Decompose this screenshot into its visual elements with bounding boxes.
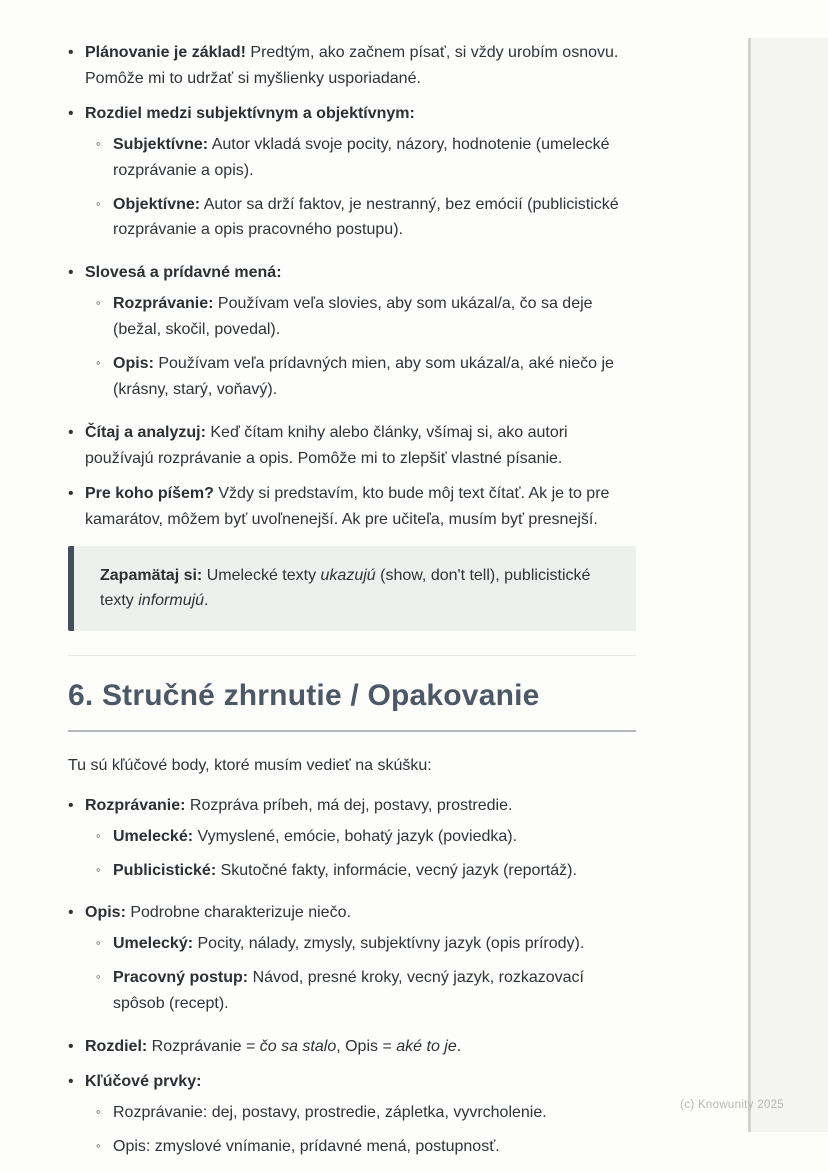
term-label: Opis: xyxy=(85,904,126,922)
circle-bullet-icon: ◦ xyxy=(96,935,101,951)
circle-bullet-icon: ◦ xyxy=(96,355,101,371)
term-description: Autor vkladá svoje pocity, názory, hodnotenie (umelecké rozprávanie a opis). xyxy=(113,135,610,179)
circle-bullet-icon: ◦ xyxy=(96,861,101,877)
list-item xyxy=(68,1069,636,1168)
list-item xyxy=(68,101,636,252)
study-notes-list-top xyxy=(68,40,636,533)
circle-bullet-icon: ◦ xyxy=(96,1103,101,1119)
term-label: Objektívne: xyxy=(113,195,201,213)
list-item-text xyxy=(85,101,636,252)
callout-text: Umelecké texty xyxy=(202,566,321,584)
circle-bullet-icon: ◦ xyxy=(96,295,101,311)
section-divider xyxy=(68,655,636,656)
page-edge-strip xyxy=(748,38,828,1132)
term-label: Publicistické: xyxy=(113,861,217,879)
term-label: Slovesá a prídavné mená: xyxy=(85,264,282,282)
term-description: Pocity, nálady, zmysly, subjektívny jazyk (opis prírody). xyxy=(193,935,585,953)
sub-list xyxy=(85,1100,636,1160)
circle-bullet-icon: ◦ xyxy=(96,195,101,211)
list-item-text xyxy=(85,260,636,411)
list-item-text xyxy=(113,291,636,343)
sub-list-item xyxy=(96,931,636,957)
sub-list-item xyxy=(96,291,636,343)
bullet-icon: • xyxy=(68,264,74,282)
term-label: Kľúčové prvky: xyxy=(85,1072,202,1090)
term-description: , Opis = xyxy=(336,1038,397,1056)
list-item-text xyxy=(113,351,636,403)
term-label: Čítaj a analyzuj: xyxy=(85,423,206,441)
list-item xyxy=(68,900,636,1025)
list-item xyxy=(68,481,636,533)
circle-bullet-icon: ◦ xyxy=(96,1137,101,1153)
term-description: Autor sa drží faktov, je nestranný, bez emócií (publicistické rozprávanie a opis pracovného postupu). xyxy=(113,195,619,239)
list-item-text xyxy=(113,824,636,850)
list-item-text xyxy=(113,858,636,884)
study-notes-list-summary xyxy=(68,793,636,1168)
term-description: Skutočné fakty, informácie, vecný jazyk (reportáž). xyxy=(216,861,577,879)
bullet-icon: • xyxy=(68,1038,74,1056)
term-label: Umelecký: xyxy=(113,935,194,953)
bullet-icon: • xyxy=(68,104,74,122)
list-item-text xyxy=(85,1034,636,1060)
term-description: Návod, presné kroky, vecný jazyk, rozkazovací spôsob (recept). xyxy=(113,969,584,1013)
sub-list-item xyxy=(96,192,636,244)
list-item-text xyxy=(85,1069,636,1168)
bullet-icon: • xyxy=(68,904,74,922)
list-item xyxy=(68,260,636,411)
sub-list xyxy=(85,291,636,403)
bullet-icon: • xyxy=(68,44,74,61)
heading-underline xyxy=(68,730,636,732)
bullet-icon: • xyxy=(68,796,74,814)
list-item-text xyxy=(113,132,636,184)
sub-list xyxy=(85,931,636,1017)
term-description: Rozprávanie = xyxy=(147,1038,260,1056)
term-description: . xyxy=(456,1038,462,1056)
callout-label: Zapamätaj si: xyxy=(100,566,203,584)
term-description: Vymyslené, emócie, bohatý jazyk (poviedka). xyxy=(193,827,518,845)
list-item xyxy=(68,420,636,472)
circle-bullet-icon: ◦ xyxy=(96,969,101,985)
list-item-text xyxy=(85,481,636,533)
term-label: Rozdiel medzi subjektívnym a objektívnym: xyxy=(85,104,415,122)
bullet-icon: • xyxy=(68,423,74,441)
callout-italic-text: informujú xyxy=(138,592,205,610)
section-heading: 6. Stručné zhrnutie / Opakovanie xyxy=(68,679,540,713)
term-description: Používam veľa prídavných mien, aby som ukázal/a, aké niečo je (krásny, starý, voňavý). xyxy=(113,355,614,398)
bullet-icon: • xyxy=(68,1072,74,1090)
list-item-text xyxy=(85,40,636,92)
list-item-text: Opis: zmyslové vnímanie, prídavné mená, postupnosť. xyxy=(113,1137,500,1155)
list-item-text xyxy=(85,420,636,472)
sub-list-item xyxy=(96,965,636,1017)
circle-bullet-icon: ◦ xyxy=(96,827,101,843)
term-label: Opis: xyxy=(113,355,154,373)
callout-italic-text: ukazujú xyxy=(320,566,376,584)
term-label: Subjektívne: xyxy=(113,135,209,153)
sub-list-item xyxy=(96,1134,636,1160)
term-label: Pre koho píšem? xyxy=(85,484,214,502)
sub-list-item xyxy=(96,824,636,850)
circle-bullet-icon: ◦ xyxy=(96,135,101,151)
term-label: Umelecké: xyxy=(113,827,194,845)
term-description: Používam veľa slovies, aby som ukázal/a, čo sa deje (bežal, skočil, povedal). xyxy=(113,295,593,339)
list-item-text xyxy=(85,793,636,892)
term-description: Rozprávanie: dej, postavy, prostredie, zápletka, vyvrcholenie. xyxy=(113,1103,547,1121)
term-description: Vždy si predstavím, kto bude môj text čítať. Ak je to pre kamarátov, môžem byť uvoľnenejší. Ak pre učiteľa, musím byť presnejší. xyxy=(85,484,610,528)
sub-list-item xyxy=(96,858,636,884)
term-description: Predtým, ako začnem písať, si vždy urobím osnovu. Pomôže mi to udržať si myšlienky usporiadané. xyxy=(85,44,619,87)
list-item-text xyxy=(113,192,636,244)
sub-list xyxy=(85,132,636,244)
term-description: Keď čítam knihy alebo články, všímaj si, ako autori používajú rozprávanie a opis. Pomôže mi to zlepšiť vlastné písanie. xyxy=(85,423,568,467)
list-item xyxy=(68,40,636,92)
list-item-text xyxy=(113,931,636,957)
italic-text: aké to je xyxy=(396,1038,457,1056)
list-item-text xyxy=(113,1100,636,1126)
sub-list-item xyxy=(96,351,636,403)
term-label: Rozprávanie: xyxy=(85,796,186,814)
sub-list-item xyxy=(96,132,636,184)
document-content xyxy=(68,40,636,1168)
list-item xyxy=(68,793,636,892)
term-label: Rozdiel: xyxy=(85,1038,148,1056)
note-callout xyxy=(68,546,636,632)
intro-paragraph: Tu sú kľúčové body, ktoré musím vedieť na skúšku: xyxy=(68,756,432,774)
term-label: Rozprávanie: xyxy=(113,295,214,313)
copyright-watermark: (c) Knowunity 2025 xyxy=(680,1099,784,1111)
term-description: Rozpráva príbeh, má dej, postavy, prostredie. xyxy=(185,796,513,814)
term-description: Podrobne charakterizuje niečo. xyxy=(125,904,351,922)
italic-text: čo sa stalo xyxy=(259,1038,337,1056)
sub-list xyxy=(85,824,636,884)
list-item-text xyxy=(85,900,636,1025)
callout-text: texty xyxy=(100,592,139,610)
term-label: Plánovanie je základ! xyxy=(85,44,246,61)
list-item-text xyxy=(113,965,636,1017)
list-item xyxy=(68,1034,636,1060)
callout-text: . xyxy=(204,592,209,610)
bullet-icon: • xyxy=(68,484,74,502)
term-label: Pracovný postup: xyxy=(113,969,249,987)
sub-list-item xyxy=(96,1100,636,1126)
callout-text: (show, don't tell), publicistické xyxy=(375,566,591,584)
